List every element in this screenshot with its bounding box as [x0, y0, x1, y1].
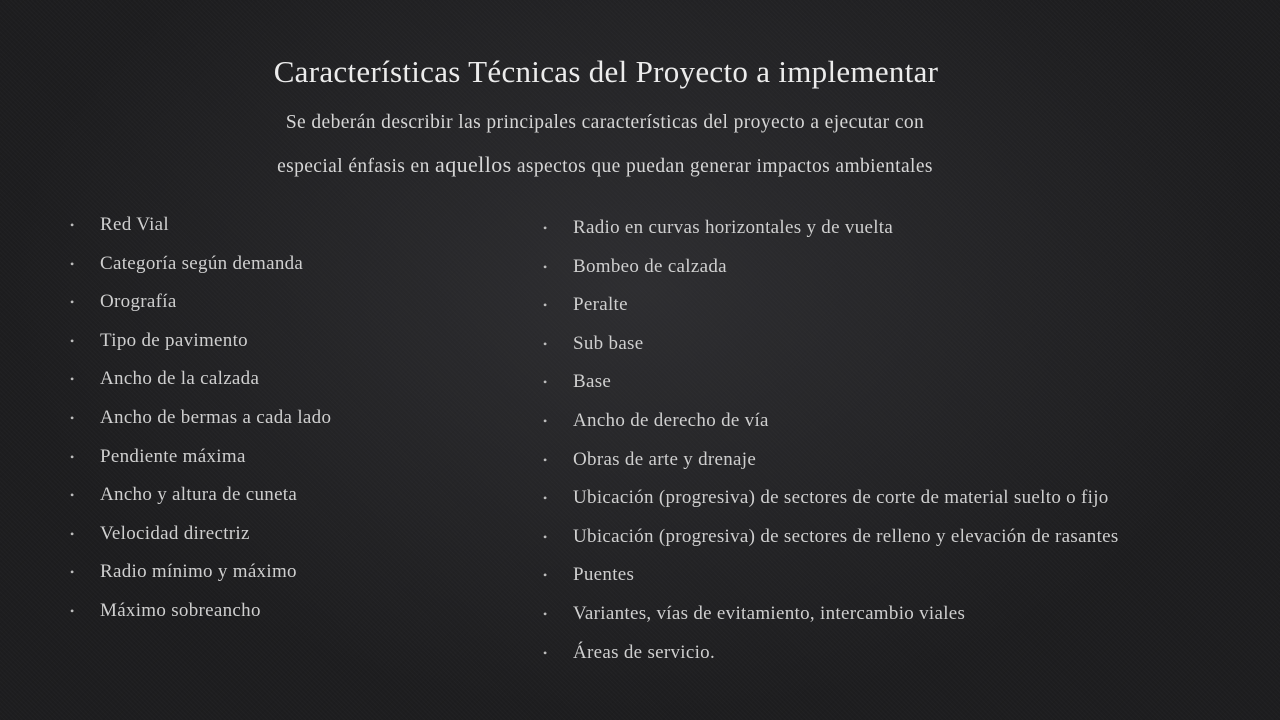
right-bullet-list: [543, 213, 1119, 676]
bullet-icon: •: [543, 298, 548, 313]
list-item: [70, 210, 331, 249]
list-item-text: Máximo sobreancho: [100, 599, 261, 621]
list-item: [70, 364, 331, 403]
list-item: [70, 519, 331, 558]
list-item: [543, 599, 1119, 638]
list-item: [543, 406, 1119, 445]
bullet-icon: •: [70, 295, 75, 310]
bullet-icon: •: [543, 568, 548, 583]
list-item: [70, 249, 331, 288]
list-item-text: Áreas de servicio.: [573, 641, 716, 663]
bullet-icon: •: [70, 488, 75, 503]
bullet-icon: •: [70, 218, 75, 232]
bullet-icon: •: [70, 565, 75, 580]
list-item: [70, 442, 331, 481]
list-item: [543, 290, 1119, 329]
bullet-icon: •: [70, 333, 75, 348]
list-item: [70, 326, 331, 365]
bullet-icon: •: [543, 606, 548, 621]
list-item-text: Sub base: [573, 332, 644, 354]
list-item: [543, 483, 1119, 522]
list-item: [543, 445, 1119, 484]
bullet-icon: •: [70, 449, 75, 464]
list-item: [70, 557, 331, 596]
list-item: [543, 522, 1119, 561]
bullet-icon: •: [70, 603, 75, 618]
list-item: [70, 480, 331, 519]
subtitle-emphasis: aquellos: [435, 152, 512, 177]
list-item: [543, 329, 1119, 368]
list-item: [543, 560, 1119, 599]
subtitle-line-2-start: especial énfasis en: [277, 156, 436, 177]
list-item-text: Ubicación (progresiva) de sectores de corte de material suelto o fijo: [573, 487, 1109, 509]
subtitle-line-2: [0, 144, 1210, 188]
bullet-icon: •: [543, 645, 548, 660]
list-item-text: Red Vial: [100, 214, 169, 235]
list-item: [70, 596, 331, 635]
list-item-text: Categoría según demanda: [100, 252, 304, 274]
list-item-text: Orografía: [100, 291, 177, 313]
subtitle-line-1: Se deberán describir las principales características del proyecto a ejecutar con: [285, 112, 925, 133]
list-item-text: Peralte: [573, 294, 628, 316]
list-item-text: Ancho de la calzada: [100, 368, 260, 390]
list-item-text: Tipo de pavimento: [100, 329, 248, 351]
bullet-icon: •: [543, 413, 548, 428]
list-item-text: Radio mínimo y máximo: [100, 561, 297, 583]
list-item-text: Variantes, vías de evitamiento, intercambio viales: [573, 602, 966, 624]
list-item-text: Bombeo de calzada: [573, 255, 727, 277]
bullet-icon: •: [70, 526, 75, 541]
list-item-text: Ubicación (progresiva) de sectores de relleno y elevación de rasantes: [573, 525, 1119, 547]
bullet-icon: •: [70, 256, 75, 271]
list-item-text: Velocidad directriz: [100, 522, 250, 544]
list-item-text: Radio en curvas horizontales y de vuelta: [573, 217, 894, 238]
list-item: [70, 403, 331, 442]
bullet-icon: •: [543, 336, 548, 351]
bullet-icon: •: [70, 410, 75, 425]
bullet-icon: •: [543, 529, 548, 544]
bullet-icon: •: [543, 452, 548, 467]
slide-subtitle: [0, 102, 1210, 188]
list-item: [543, 252, 1119, 291]
subtitle-line-2-end: aspectos que puedan generar impactos ambientales: [511, 156, 933, 177]
list-item-text: Ancho de derecho de vía: [573, 409, 769, 431]
bullet-icon: •: [70, 372, 75, 387]
list-item-text: Puentes: [573, 564, 635, 586]
bullet-icon: •: [543, 375, 548, 390]
list-item: [70, 287, 331, 326]
bullet-icon: •: [543, 221, 548, 235]
bullet-icon: •: [543, 259, 548, 274]
list-item-text: Ancho de bermas a cada lado: [100, 406, 332, 428]
list-item: [543, 213, 1119, 252]
list-item-text: Base: [573, 371, 612, 393]
bullet-icon: •: [543, 491, 548, 506]
list-item: [543, 638, 1119, 677]
list-item-text: Pendiente máxima: [100, 445, 246, 467]
slide-title: Características Técnicas del Proyecto a implementar: [273, 54, 939, 89]
list-item: [543, 367, 1119, 406]
list-item-text: Ancho y altura de cuneta: [100, 484, 298, 506]
list-item-text: Obras de arte y drenaje: [573, 448, 757, 470]
left-bullet-list: [70, 210, 331, 635]
